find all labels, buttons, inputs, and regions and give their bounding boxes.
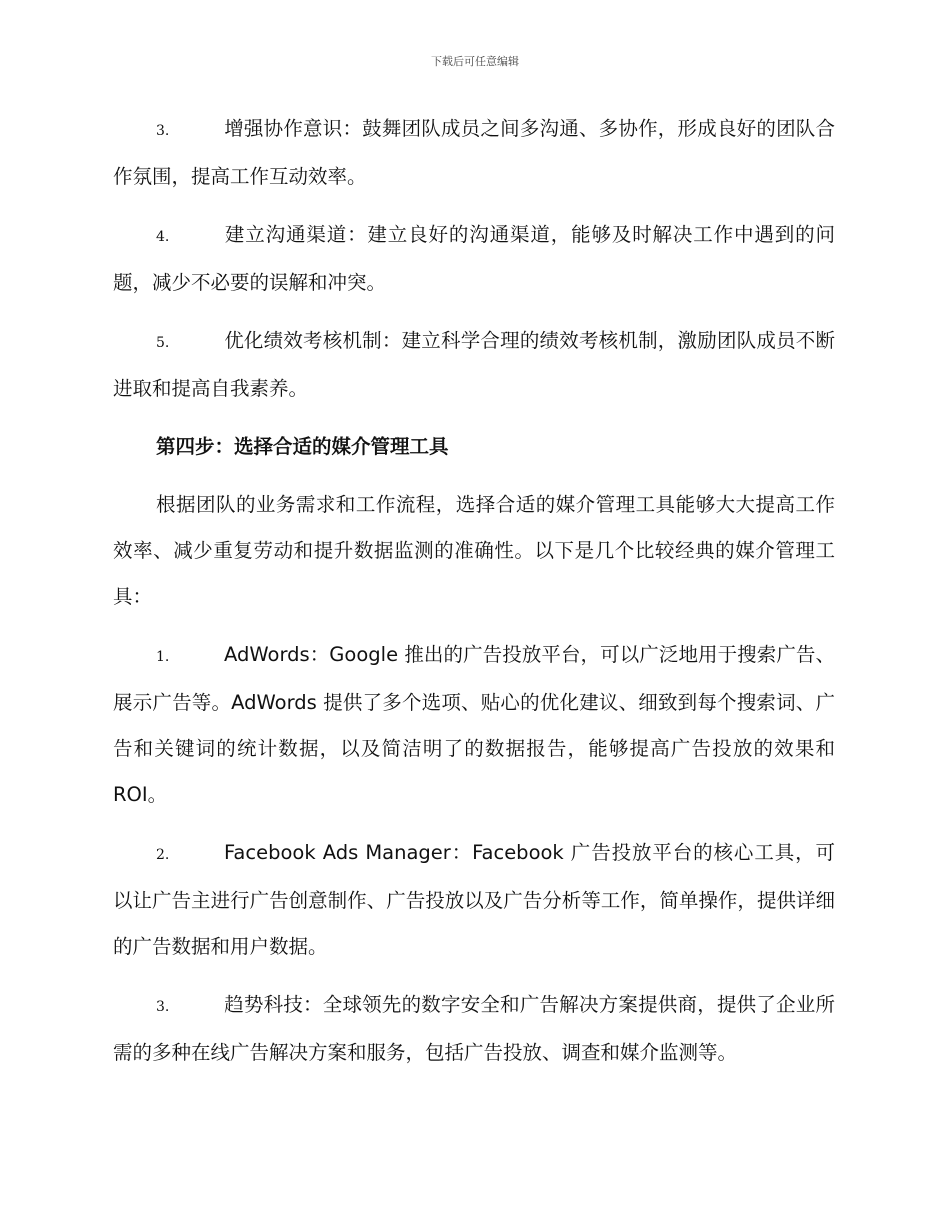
list-number: 2. <box>156 847 170 863</box>
list-number: 5. <box>156 335 170 351</box>
list-number: 1. <box>156 649 170 665</box>
tool-item-adwords <box>113 632 835 818</box>
list-number: 4. <box>156 229 170 245</box>
list-number: 3. <box>156 123 170 139</box>
list-text: 优化绩效考核机制：建立科学合理的绩效考核机制，激励团队成员不断进取和提高自我素养。 <box>113 329 835 400</box>
list-text: 趋势科技：全球领先的数字安全和广告解决方案提供商，提供了企业所需的多种在线广告解决方案和服务，包括广告投放、调查和媒介监测等。 <box>113 993 835 1064</box>
section-intro: 根据团队的业务需求和工作流程，选择合适的媒介管理工具能够大大提高工作效率、减少重复劳动和提升数据监测的准确性。以下是几个比较经典的媒介管理工具： <box>113 493 835 608</box>
list-item-3 <box>113 106 835 200</box>
tool-item-trend-micro <box>113 982 835 1076</box>
list-text: Facebook Ads Manager：Facebook 广告投放平台的核心工具，可以让广告主进行广告创意制作、广告投放以及广告分析等工作，简单操作，提供详细的广告数据和用户数据。 <box>113 841 835 958</box>
list-text: AdWords：Google 推出的广告投放平台，可以广泛地用于搜索广告、展示广告等。AdWords 提供了多个选项、贴心的优化建议、细致到每个搜索词、广告和关键词的统计数据，以及简洁明了的数据报告，能够提高广告投放的效果和 ROI。 <box>113 643 835 806</box>
tool-item-facebook-ads <box>113 830 835 970</box>
list-item-4 <box>113 212 835 306</box>
document-body <box>113 106 835 1088</box>
list-text: 增强协作意识：鼓舞团队成员之间多沟通、多协作，形成良好的团队合作氛围，提高工作互动效率。 <box>113 117 835 188</box>
list-item-5 <box>113 318 835 412</box>
section-heading: 第四步：选择合适的媒介管理工具 <box>156 435 449 458</box>
page-header: 下载后可任意编辑 <box>431 55 519 68</box>
list-text: 建立沟通渠道：建立良好的沟通渠道，能够及时解决工作中遇到的问题，减少不必要的误解和冲突。 <box>113 223 835 294</box>
list-number: 3. <box>156 999 170 1015</box>
